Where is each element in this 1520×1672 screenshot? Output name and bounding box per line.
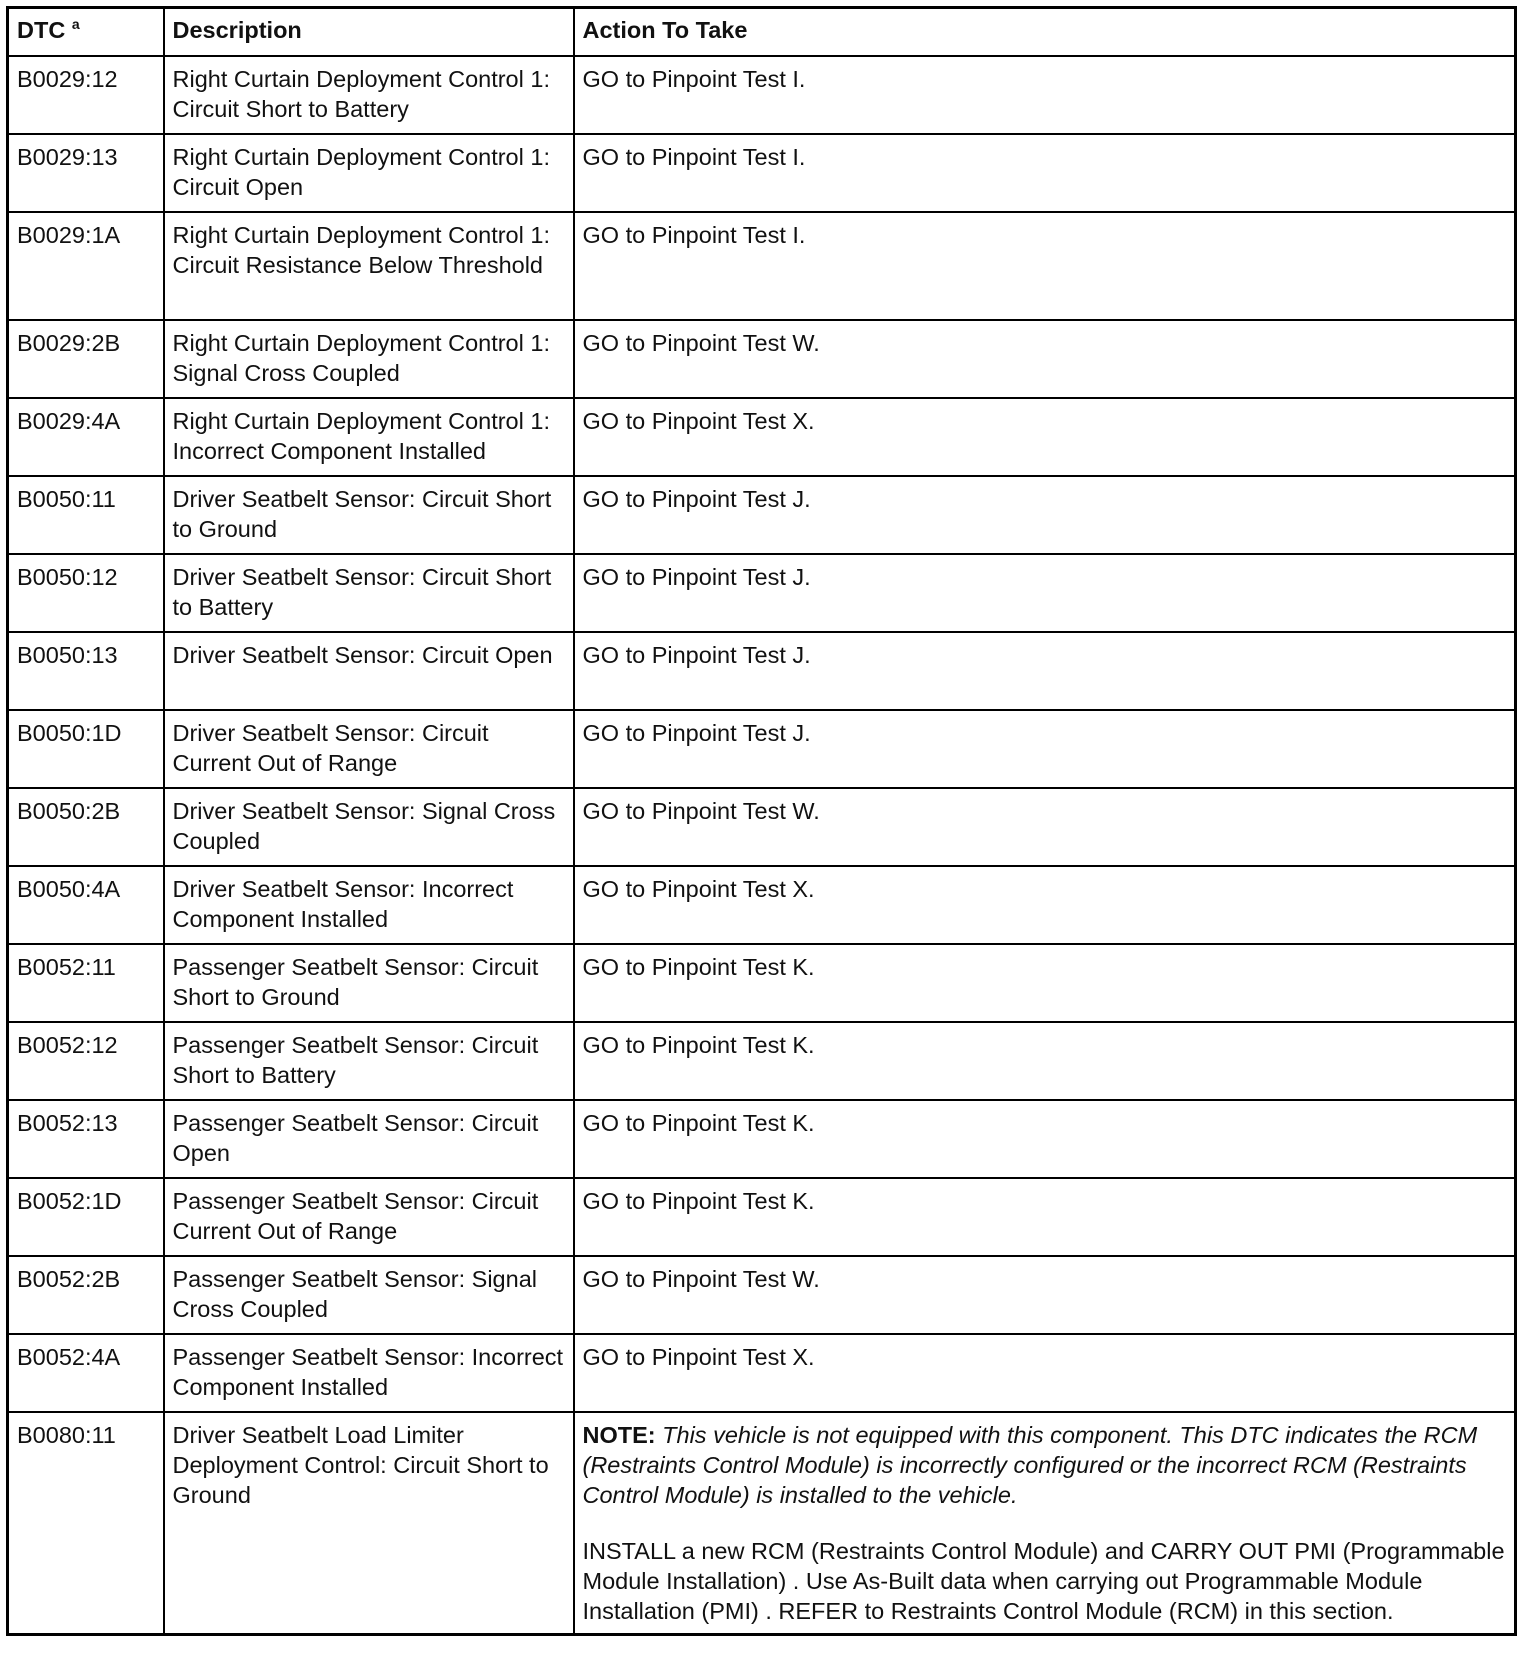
dtc-code: B0052:11: [8, 944, 164, 1022]
dtc-action: GO to Pinpoint Test W.: [574, 320, 1516, 398]
dtc-code: B0050:1D: [8, 710, 164, 788]
dtc-action: GO to Pinpoint Test K.: [574, 1100, 1516, 1178]
table-row: [8, 134, 1516, 212]
table-row: [8, 710, 1516, 788]
table-row: [8, 1100, 1516, 1178]
dtc-code: B0029:2B: [8, 320, 164, 398]
table-row: [8, 1334, 1516, 1412]
dtc-description: Driver Seatbelt Load Limiter Deployment Control: Circuit Short to Ground: [164, 1412, 574, 1635]
dtc-description: Driver Seatbelt Sensor: Circuit Short to Ground: [164, 476, 574, 554]
table-row: [8, 1178, 1516, 1256]
dtc-action: GO to Pinpoint Test K.: [574, 1178, 1516, 1256]
dtc-description: Driver Seatbelt Sensor: Incorrect Component Installed: [164, 866, 574, 944]
dtc-code: B0050:12: [8, 554, 164, 632]
table-row: [8, 866, 1516, 944]
dtc-description: Driver Seatbelt Sensor: Signal Cross Coupled: [164, 788, 574, 866]
dtc-code: B0029:13: [8, 134, 164, 212]
table-row: [8, 632, 1516, 710]
dtc-code: B0029:1A: [8, 212, 164, 320]
dtc-code: B0050:2B: [8, 788, 164, 866]
column-header-dtc: DTC $^a$: [8, 8, 164, 57]
dtc-code: B0052:2B: [8, 1256, 164, 1334]
note-label: NOTE:: [582, 1422, 656, 1448]
dtc-code: B0029:4A: [8, 398, 164, 476]
dtc-action: GO to Pinpoint Test I.: [574, 134, 1516, 212]
dtc-action: GO to Pinpoint Test K.: [574, 1022, 1516, 1100]
dtc-description: Driver Seatbelt Sensor: Circuit Open: [164, 632, 574, 710]
dtc-code: B0052:13: [8, 1100, 164, 1178]
dtc-description: Driver Seatbelt Sensor: Circuit Current Out of Range: [164, 710, 574, 788]
dtc-action: GO to Pinpoint Test J.: [574, 476, 1516, 554]
column-header-action: Action To Take: [574, 8, 1516, 57]
table-row: [8, 476, 1516, 554]
table-row: [8, 320, 1516, 398]
dtc-code: B0052:12: [8, 1022, 164, 1100]
column-header-description: Description: [164, 8, 574, 57]
dtc-table-container: [6, 6, 1517, 1636]
dtc-code: B0050:11: [8, 476, 164, 554]
dtc-description: Right Curtain Deployment Control 1: Circuit Short to Battery: [164, 56, 574, 134]
dtc-action: GO to Pinpoint Test J.: [574, 710, 1516, 788]
dtc-description: Passenger Seatbelt Sensor: Circuit Short to Battery: [164, 1022, 574, 1100]
dtc-description: Right Curtain Deployment Control 1: Circuit Open: [164, 134, 574, 212]
dtc-action: GO to Pinpoint Test X.: [574, 398, 1516, 476]
dtc-action: GO to Pinpoint Test W.: [574, 788, 1516, 866]
dtc-description: Right Curtain Deployment Control 1: Circuit Resistance Below Threshold: [164, 212, 574, 320]
dtc-description: Right Curtain Deployment Control 1: Incorrect Component Installed: [164, 398, 574, 476]
action-paragraph: INSTALL a new RCM (Restraints Control Module) and CARRY OUT PMI (Programmable Module Installation) . Use As-Built data when carrying out Programmable Module Installation (PMI) . REFER to Restraints Control Module (RCM) in this section.: [582, 1538, 1505, 1624]
table-row: [8, 554, 1516, 632]
dtc-action: GO to Pinpoint Test J.: [574, 554, 1516, 632]
dtc-action: GO to Pinpoint Test X.: [574, 866, 1516, 944]
table-row: [8, 944, 1516, 1022]
table-row: [8, 212, 1516, 320]
dtc-action: GO to Pinpoint Test I.: [574, 56, 1516, 134]
dtc-action: GO to Pinpoint Test I.: [574, 212, 1516, 320]
dtc-description: Passenger Seatbelt Sensor: Circuit Current Out of Range: [164, 1178, 574, 1256]
dtc-action: [574, 1412, 1516, 1635]
dtc-code: B0080:11: [8, 1412, 164, 1635]
dtc-description: Passenger Seatbelt Sensor: Incorrect Component Installed: [164, 1334, 574, 1412]
dtc-table: [6, 6, 1517, 1636]
dtc-action: GO to Pinpoint Test X.: [574, 1334, 1516, 1412]
note-text: This vehicle is not equipped with this component. This DTC indicates the RCM (Restraints Control Module) is incorrectly configured or the incorrect RCM (Restraints Control Module) is installed to the vehicle.: [582, 1422, 1478, 1508]
dtc-action: GO to Pinpoint Test W.: [574, 1256, 1516, 1334]
table-row: [8, 398, 1516, 476]
dtc-description: Passenger Seatbelt Sensor: Signal Cross Coupled: [164, 1256, 574, 1334]
dtc-action: GO to Pinpoint Test K.: [574, 944, 1516, 1022]
table-row: [8, 788, 1516, 866]
dtc-code: B0050:4A: [8, 866, 164, 944]
note-paragraph: [583, 1420, 1507, 1510]
dtc-description: Passenger Seatbelt Sensor: Circuit Short to Ground: [164, 944, 574, 1022]
table-row: [8, 1412, 1516, 1635]
dtc-code: B0052:4A: [8, 1334, 164, 1412]
dtc-description: Right Curtain Deployment Control 1: Signal Cross Coupled: [164, 320, 574, 398]
dtc-action: GO to Pinpoint Test J.: [574, 632, 1516, 710]
dtc-code: B0029:12: [8, 56, 164, 134]
dtc-description: Driver Seatbelt Sensor: Circuit Short to Battery: [164, 554, 574, 632]
table-row: [8, 1022, 1516, 1100]
dtc-description: Passenger Seatbelt Sensor: Circuit Open: [164, 1100, 574, 1178]
table-row: [8, 1256, 1516, 1334]
table-header-row: [8, 8, 1516, 57]
dtc-footnote-marker: a: [71, 16, 80, 33]
dtc-code: B0050:13: [8, 632, 164, 710]
table-row: [8, 56, 1516, 134]
dtc-code: B0052:1D: [8, 1178, 164, 1256]
